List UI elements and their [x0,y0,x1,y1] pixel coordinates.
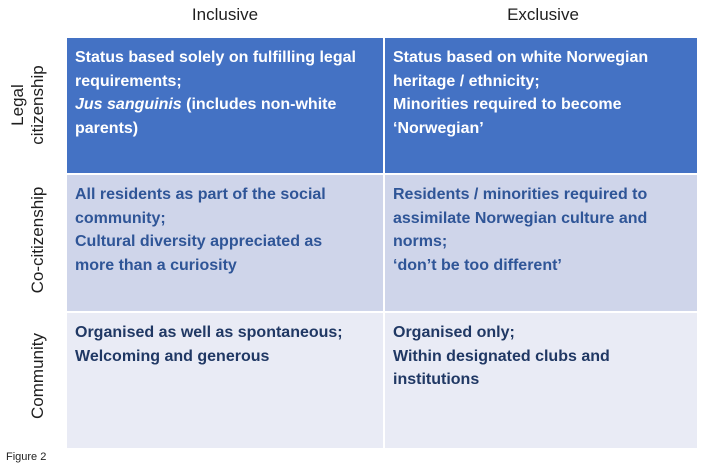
cell-line: community; [75,209,166,227]
cell-line: requirements; [75,72,182,90]
cell-line: parents) [75,119,139,137]
cell-cocitizenship-exclusive [385,175,697,311]
cell-legal-exclusive [385,38,697,173]
column-header-exclusive: Exclusive [507,5,579,24]
cell-line: ‘Norwegian’ [393,119,484,137]
row-header-line: Community [28,333,47,419]
cell-line: more than a curiosity [75,256,237,274]
cell-line-rest: (includes non-white [181,96,337,113]
cell-community-inclusive [67,313,383,448]
cell-line: All residents as part of the social [75,186,326,203]
cell-line: Welcoming and generous [75,347,270,365]
row-header-line: Co-citizenship [28,186,47,294]
cell-cocitizenship-inclusive [67,175,383,311]
cell-legal-inclusive [67,38,383,173]
cell-line: Status based solely on fulfilling legal [75,49,356,66]
column-header-inclusive: Inclusive [191,5,259,24]
cell-line: ‘don’t be too different’ [393,256,562,274]
cell-line: Minorities required to become [393,96,622,113]
cell-line: Within designated clubs and [393,347,610,365]
latin-term: Jus sanguinis [75,96,182,113]
cell-line: Residents / minorities required to [393,186,648,203]
cell-line [75,93,375,117]
matrix-grid [67,38,697,444]
figure-caption: Figure 2 [6,451,47,463]
cell-line: norms; [393,233,448,250]
row-header-line: citizenship [28,65,47,145]
cell-line: assimilate Norwegian culture and [393,209,648,227]
cell-community-exclusive [385,313,697,448]
cell-line: institutions [393,371,480,388]
cell-line: Cultural diversity appreciated as [75,233,323,250]
cell-line: Status based on white Norwegian [393,49,649,66]
cell-line: heritage / ethnicity; [393,72,540,90]
row-header-line: Legal [8,84,27,126]
cell-line: Organised as well as spontaneous; [75,324,343,341]
cell-line: Organised only; [393,324,515,341]
